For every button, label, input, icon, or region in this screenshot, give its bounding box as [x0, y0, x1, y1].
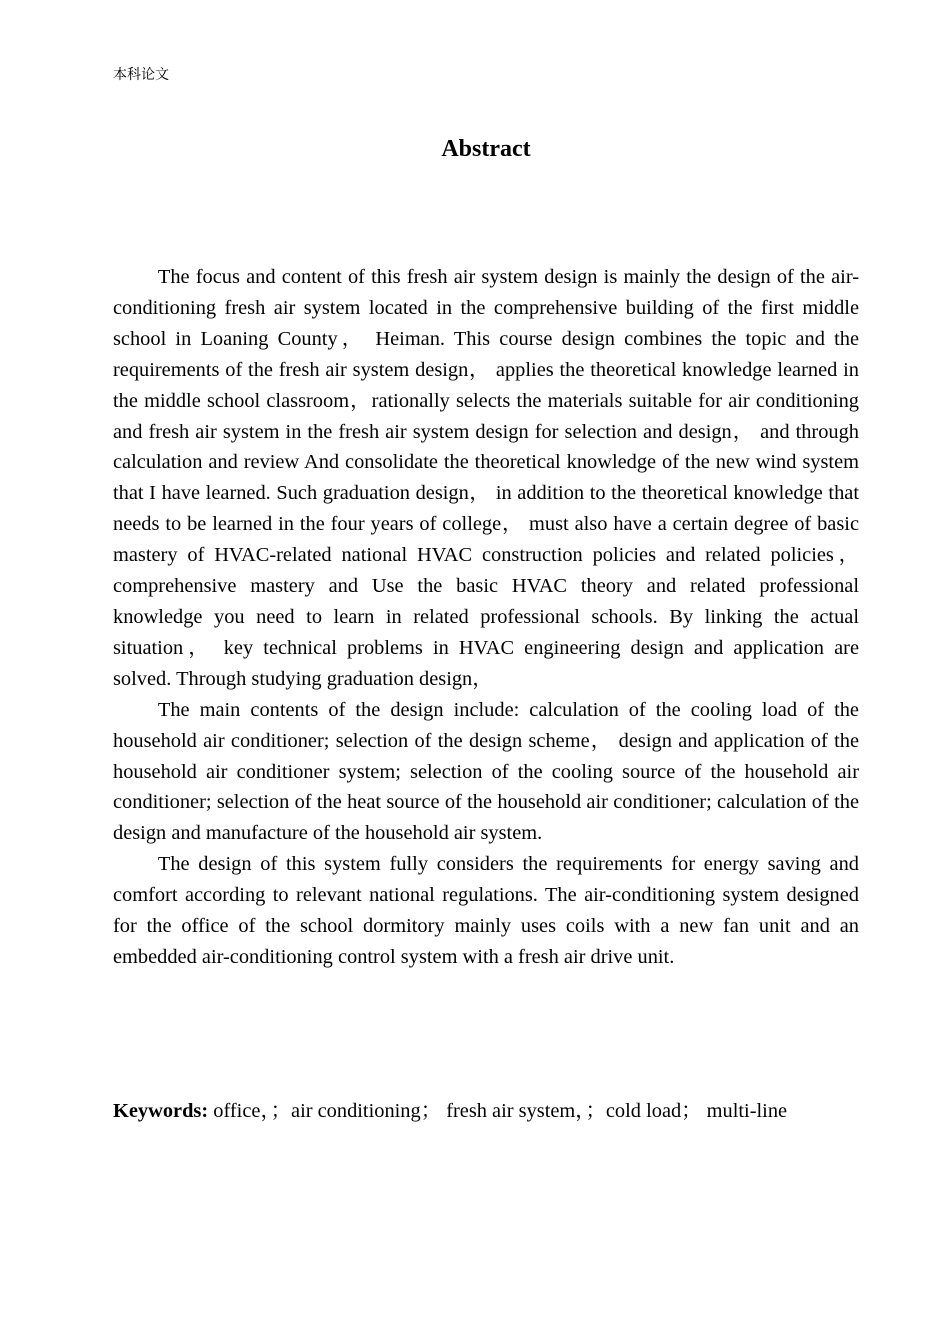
abstract-body: [113, 262, 859, 973]
abstract-paragraph-3: The design of this system fully considers the requirements for energy saving and comfort according to relevant national regulations. The air-conditioning system designed for the office of the school dormitory mainly uses coils with a new fan unit and an embedded air-conditioning control system with a fresh air drive unit.: [113, 853, 859, 968]
abstract-title: Abstract: [441, 136, 531, 162]
abstract-paragraph-2: The main contents of the design include: calculation of the cooling load of the household air conditioner; selection of the design scheme， design and application of the household air conditioner system; selection of the cooling source of the household air conditioner; selection of the heat source of the household air conditioner; calculation of the design and manufacture of the household air system.: [113, 698, 859, 845]
keywords-text: office，；air conditioning； fresh air system，；cold load； multi-line: [213, 1100, 788, 1122]
page-header: 本科论文: [113, 67, 169, 83]
abstract-paragraph-1: The focus and content of this fresh air system design is mainly the design of the air-conditioning fresh air system located in the comprehensive building of the first middle school in Loaning County， Heiman. This course design combines the topic and the requirements of the fresh air system design， applies the theoretical knowledge learned in the middle school classroom，rationally selects the materials suitable for air conditioning and fresh air system in the fresh air system design for selection and design， and through calculation and review And consolidate the theoretical knowledge of the new wind system that I have learned. Such graduation design， in addition to the theoretical knowledge that needs to be learned in the four years of college， must also have a certain degree of basic mastery of HVAC-related national HVAC construction policies and related policies， comprehensive mastery and Use the basic HVAC theory and related professional knowledge you need to learn in related professional schools. By linking the actual situation， key technical problems in HVAC engineering design and application are solved. Through studying graduation design，: [113, 266, 859, 690]
keywords-line: [113, 1096, 873, 1126]
keywords-label: Keywords:: [113, 1100, 209, 1122]
